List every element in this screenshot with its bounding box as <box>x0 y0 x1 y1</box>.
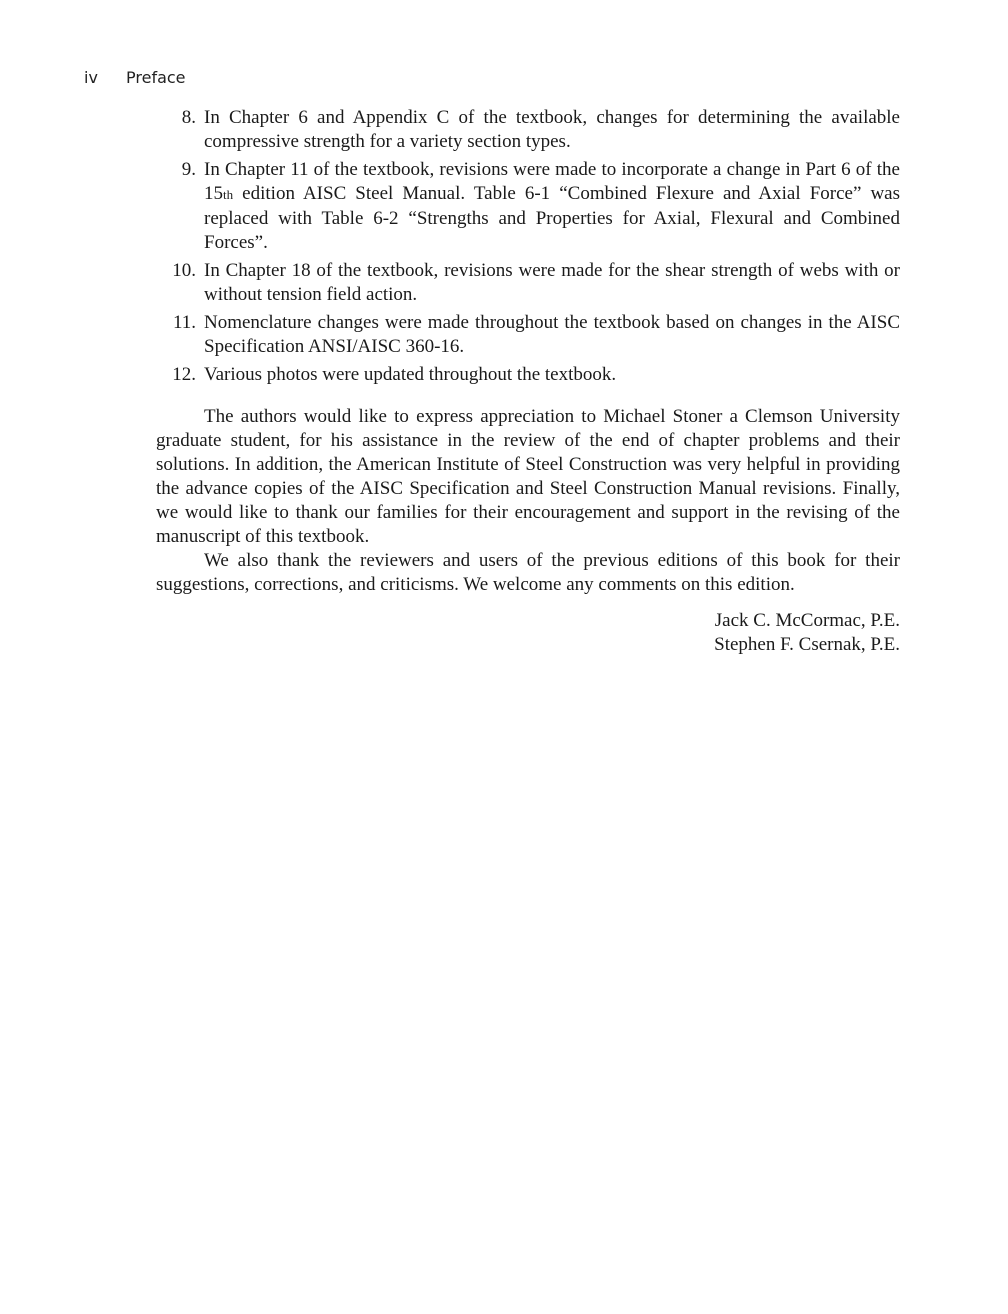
list-item <box>156 259 900 307</box>
list-item-number: 12. <box>172 364 196 385</box>
list-item-number: 11. <box>172 312 196 333</box>
list-item <box>156 158 900 255</box>
list-item <box>156 311 900 359</box>
list-item-text: In Chapter 18 of the textbook, revisions were made for the shear strength of webs with or without tension field action. <box>204 260 900 305</box>
acknowledgment-paragraph: The authors would like to express appreciation to Michael Stoner a Clemson University graduate student, for his assistance in the review of the end of chapter problems and their solutions. In addition, the American Institute of Steel Construction was very helpful in providing the advance copies of the AISC Specification and Steel Construction Manual revisions. Finally, we would like to thank our families for their encouragement and support in the revising of the manuscript of this textbook. <box>156 406 900 547</box>
list-item-text: In Chapter 6 and Appendix C of the textbook, changes for determining the available compressive strength for a variety section types. <box>204 107 900 152</box>
thanks-paragraph: We also thank the reviewers and users of the previous editions of this book for their suggestions, corrections, and criticisms. We welcome any comments on this edition. <box>156 550 900 595</box>
list-item-text-before: In Chapter 11 of the textbook, revisions were made to incorporate a change in Part 6 of the 15 <box>204 159 900 204</box>
author-signature: Stephen F. Csernak, P.E. <box>714 634 900 655</box>
running-head <box>84 68 186 87</box>
list-item-text-after: edition AISC Steel Manual. Table 6-1 “Combined Flexure and Axial Force” was replaced with Table 6-2 “Strengths and Properties for Axial, Flexural and Combined Forces”. <box>204 183 900 253</box>
list-item-number: 10. <box>172 260 196 281</box>
list-item-text: Various photos were updated throughout the textbook. <box>204 364 617 385</box>
list-item-number: 8. <box>181 107 196 128</box>
author-signature: Jack C. McCormac, P.E. <box>714 610 900 631</box>
running-head-title: Preface <box>126 68 186 87</box>
page-number: iv <box>84 68 98 87</box>
list-item <box>156 106 900 154</box>
list-item-superscript: th <box>223 187 234 202</box>
page-content <box>156 106 900 657</box>
signature-block <box>156 609 900 657</box>
list-item-text: Nomenclature changes were made throughout the textbook based on changes in the AISC Specification ANSI/AISC 360-16. <box>204 312 900 357</box>
list-item <box>156 363 900 387</box>
list-item-number: 9. <box>181 159 196 180</box>
revision-list <box>156 106 900 387</box>
